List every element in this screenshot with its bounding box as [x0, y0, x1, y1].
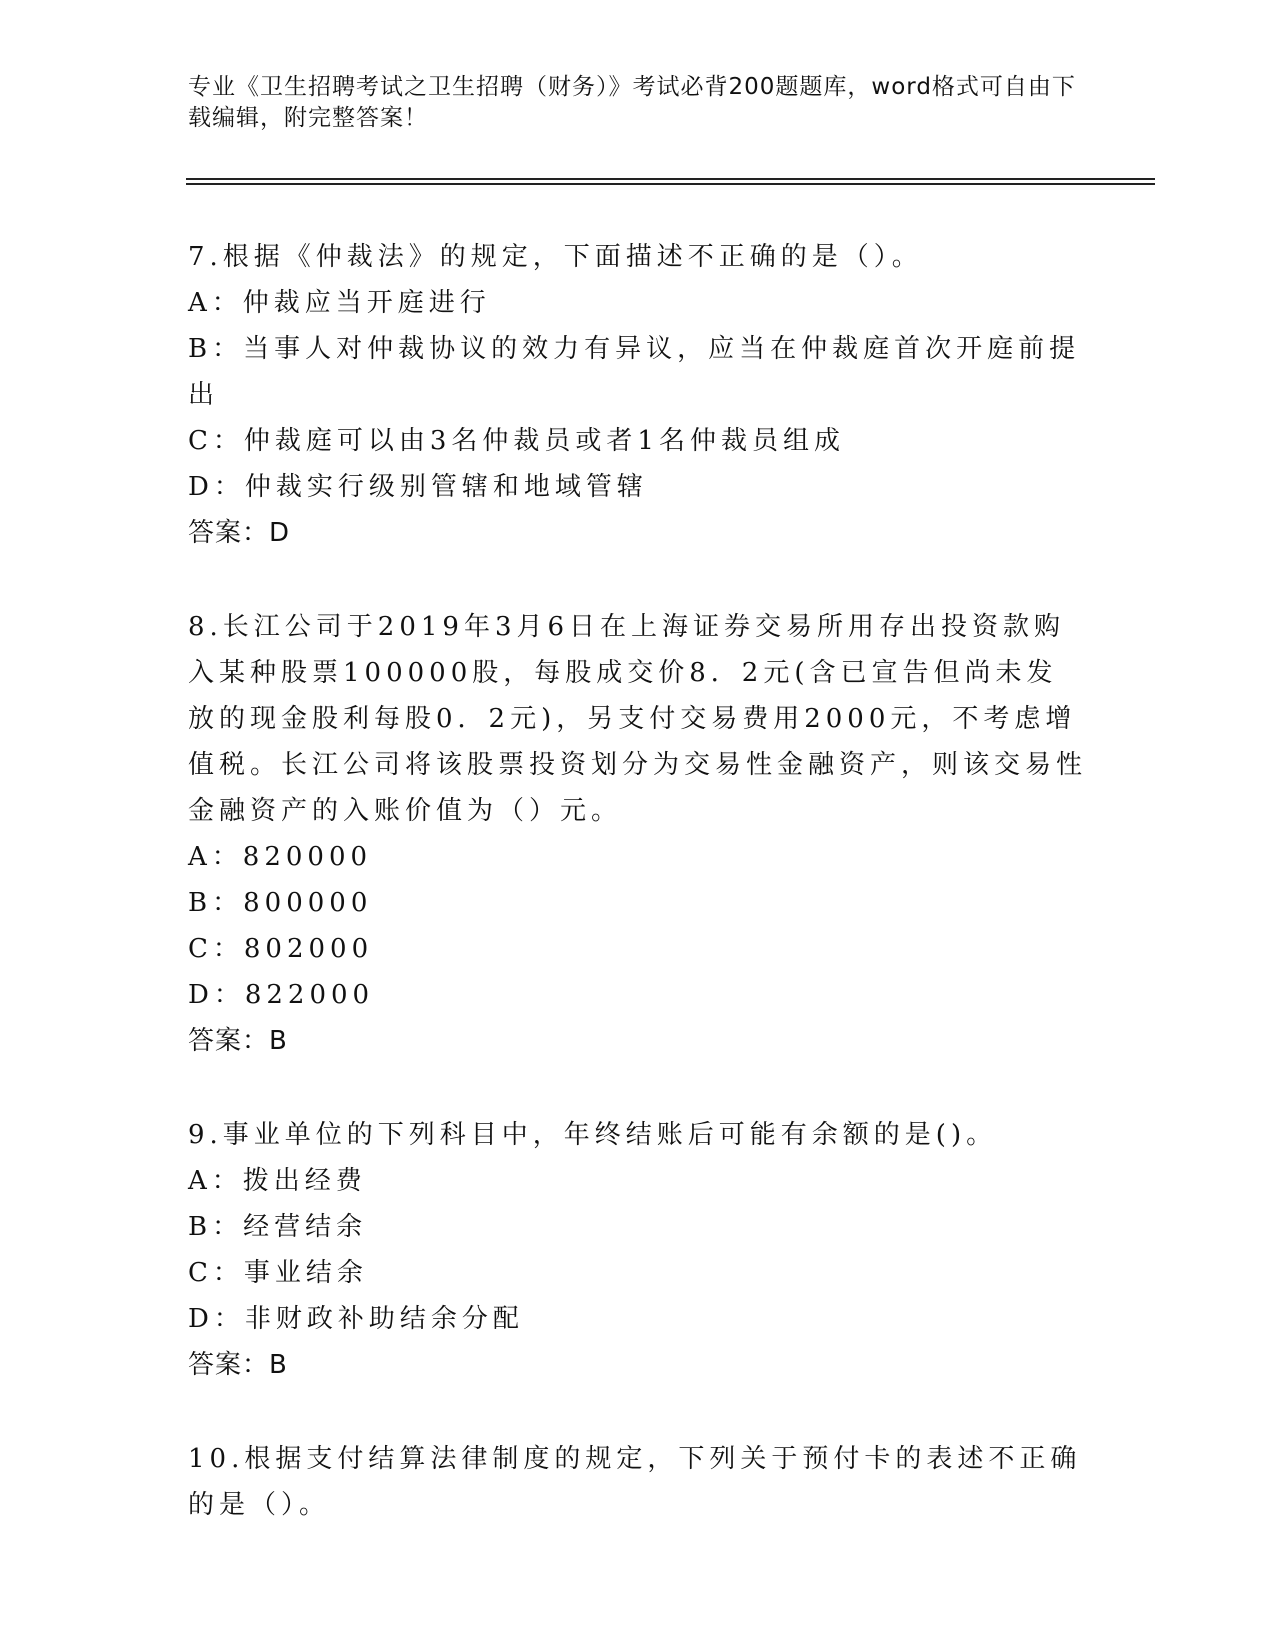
answer: 答案：B: [188, 1026, 288, 1056]
question-text: 8.长江公司于2019年3月6日在上海证券交易所用存出投资款购入某种股票100000股，每股成交价8．2元(含已宣告但尚未发放的现金股利每股0．2元)，另支付交易费用2000元，不考虑增值税。长江公司将该股票投资划分为交易性金融资产，则该交易性金融资产的入账价值为（）元。: [188, 612, 1088, 826]
answer: 答案：D: [188, 518, 291, 548]
question-9: [188, 1112, 1088, 1388]
option-d: D：822000: [188, 980, 375, 1010]
question-list: [188, 234, 1088, 1576]
question-text: 10.根据支付结算法律制度的规定，下列关于预付卡的表述不正确的是（）。: [188, 1444, 1082, 1520]
answer: 答案：B: [188, 1350, 288, 1380]
option-b: B：当事人对仲裁协议的效力有异议，应当在仲裁庭首次开庭前提出: [188, 334, 1081, 410]
option-c: C：事业结余: [188, 1258, 368, 1288]
document-header: 专业《卫生招聘考试之卫生招聘（财务）》考试必背200题题库，word格式可自由下载编辑，附完整答案！: [188, 74, 1076, 131]
question-text: 7.根据《仲裁法》的规定，下面描述不正确的是（）。: [188, 242, 923, 272]
option-d: D：非财政补助结余分配: [188, 1304, 524, 1334]
question-7: [188, 234, 1088, 556]
option-d: D：仲裁实行级别管辖和地域管辖: [188, 472, 648, 502]
option-a: A：仲裁应当开庭进行: [188, 288, 491, 318]
option-a: A：拨出经费: [188, 1166, 367, 1196]
question-text: 9.事业单位的下列科目中，年终结账后可能有余额的是()。: [188, 1120, 998, 1150]
question-8: [188, 604, 1088, 1064]
option-b: B：经营结余: [188, 1212, 368, 1242]
header-divider-bottom: [186, 183, 1155, 185]
option-c: C：仲裁庭可以由3名仲裁员或者1名仲裁员组成: [188, 426, 845, 456]
header-divider-top: [186, 178, 1155, 180]
option-b: B：800000: [188, 888, 373, 918]
option-a: A：820000: [188, 842, 373, 872]
option-c: C：802000: [188, 934, 374, 964]
question-10: [188, 1436, 1088, 1528]
